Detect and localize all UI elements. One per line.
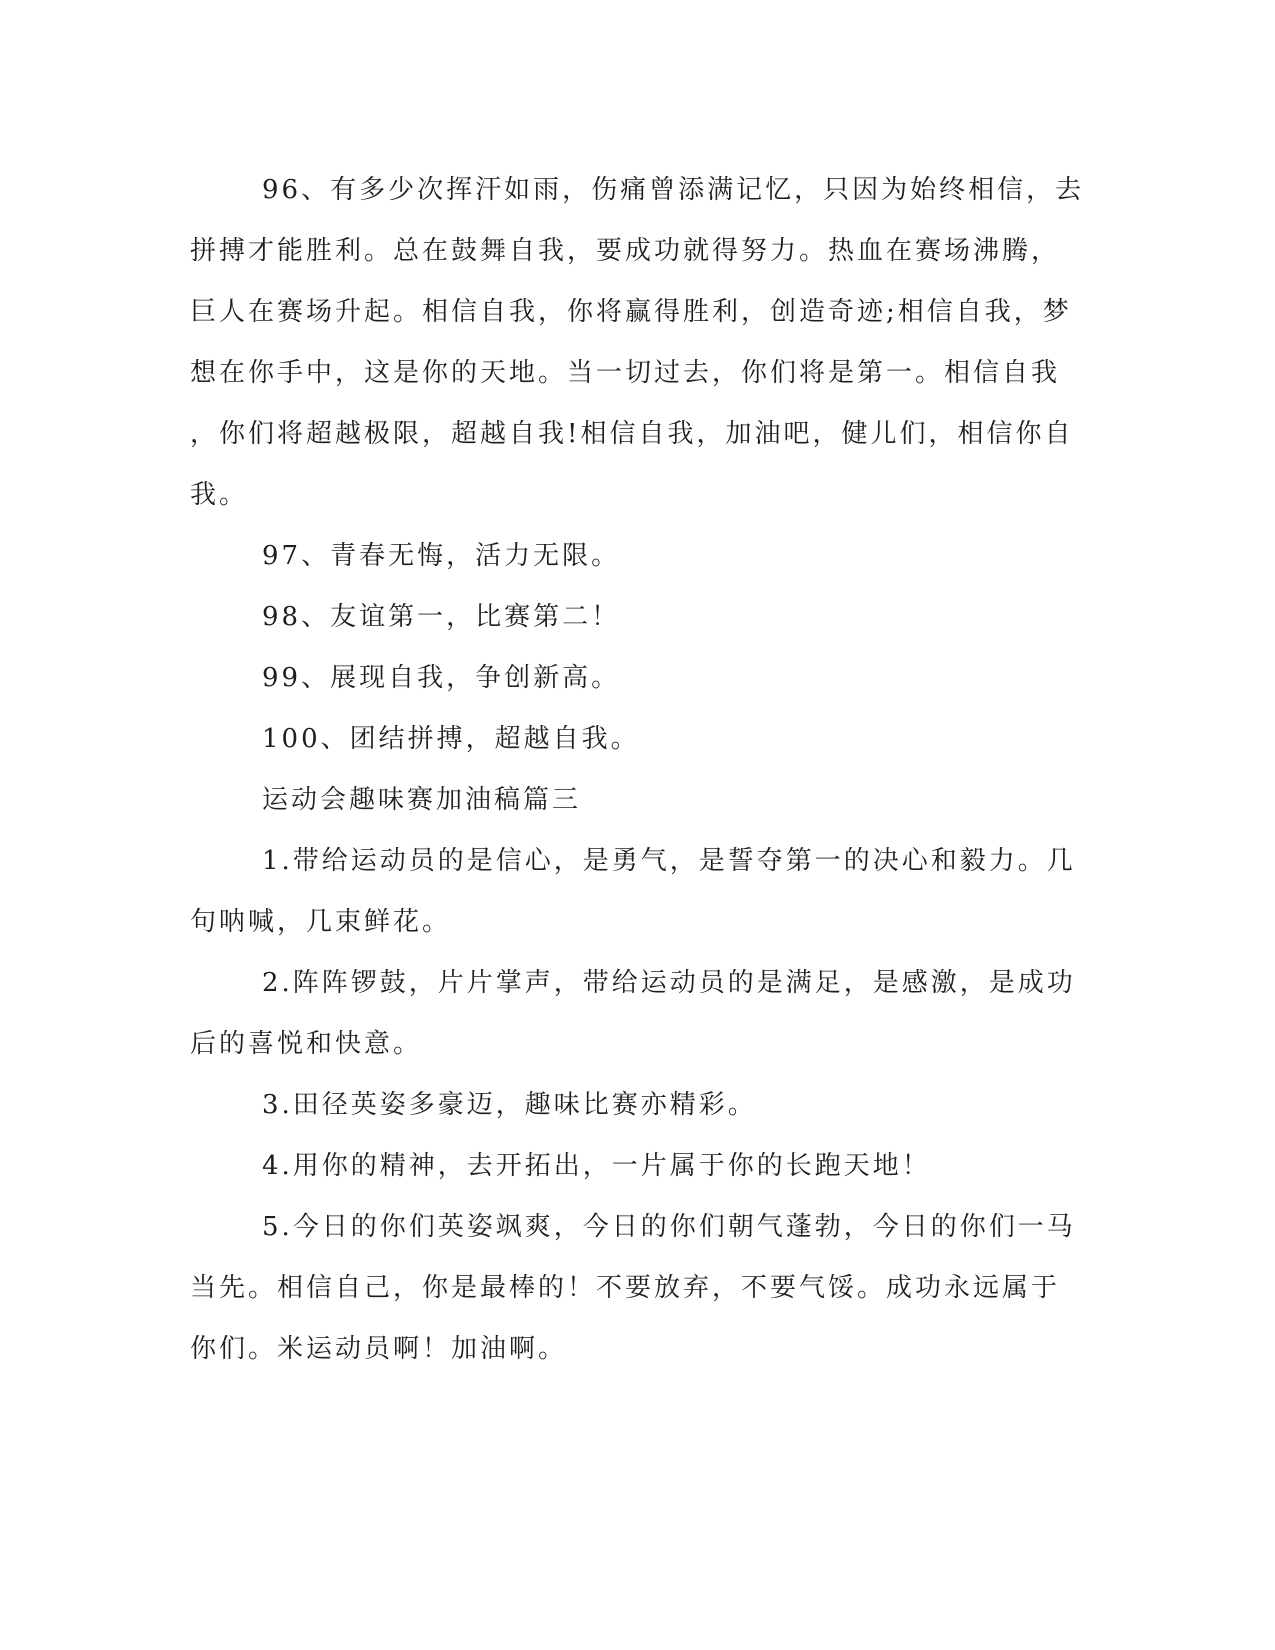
paragraph-item-3 — [190, 1075, 1080, 1136]
paragraph-line: 巨人在赛场升起。相信自我，你将赢得胜利，创造奇迹;相信自我，梦 — [190, 297, 1072, 327]
paragraph-item-1 — [190, 831, 1080, 953]
document-body — [190, 160, 1085, 1380]
paragraph-line: 2.阵阵锣鼓，片片掌声，带给运动员的是满足，是感激，是成功 — [262, 968, 1076, 998]
paragraph-99 — [190, 648, 1080, 709]
paragraph-line: 你们。米运动员啊！加油啊。 — [190, 1334, 568, 1364]
paragraph-item-4 — [190, 1136, 1080, 1197]
paragraph-96 — [190, 160, 1085, 526]
section-heading — [190, 770, 1080, 831]
paragraph-line: 97、青春无悔，活力无限。 — [262, 541, 621, 571]
paragraph-line: 5.今日的你们英姿飒爽，今日的你们朝气蓬勃，今日的你们一马 — [262, 1212, 1076, 1242]
paragraph-line: 96、有多少次挥汗如雨，伤痛曾添满记忆，只因为始终相信，去 — [262, 175, 1085, 205]
paragraph-line: 99、展现自我，争创新高。 — [262, 663, 621, 693]
paragraph-line: 3.田径英姿多豪迈，趣味比赛亦精彩。 — [262, 1090, 757, 1120]
paragraph-line: ，你们将超越极限，超越自我!相信自我，加油吧，健儿们，相信你自 — [190, 419, 1074, 449]
paragraph-line: 我。 — [190, 480, 249, 510]
paragraph-line: 4.用你的精神，去开拓出，一片属于你的长跑天地！ — [262, 1151, 931, 1181]
paragraph-98 — [190, 587, 1080, 648]
paragraph-line: 1.带给运动员的是信心，是勇气，是誓夺第一的决心和毅力。几 — [262, 846, 1076, 876]
paragraph-line: 当先。相信自己，你是最棒的！不要放弃，不要气馁。成功永远属于 — [190, 1273, 1061, 1303]
section-heading-text: 运动会趣味赛加油稿篇三 — [262, 785, 582, 815]
paragraph-100 — [190, 709, 1080, 770]
paragraph-line: 拼搏才能胜利。总在鼓舞自我，要成功就得努力。热血在赛场沸腾， — [190, 236, 1061, 266]
paragraph-line: 100、团结拼搏，超越自我。 — [262, 724, 640, 754]
paragraph-line: 98、友谊第一，比赛第二！ — [262, 602, 621, 632]
paragraph-line: 后的喜悦和快意。 — [190, 1029, 423, 1059]
paragraph-item-5 — [190, 1197, 1080, 1380]
paragraph-item-2 — [190, 953, 1080, 1075]
paragraph-line: 想在你手中，这是你的天地。当一切过去，你们将是第一。相信自我 — [190, 358, 1061, 388]
paragraph-line: 句呐喊，几束鲜花。 — [190, 907, 452, 937]
paragraph-97 — [190, 526, 1080, 587]
